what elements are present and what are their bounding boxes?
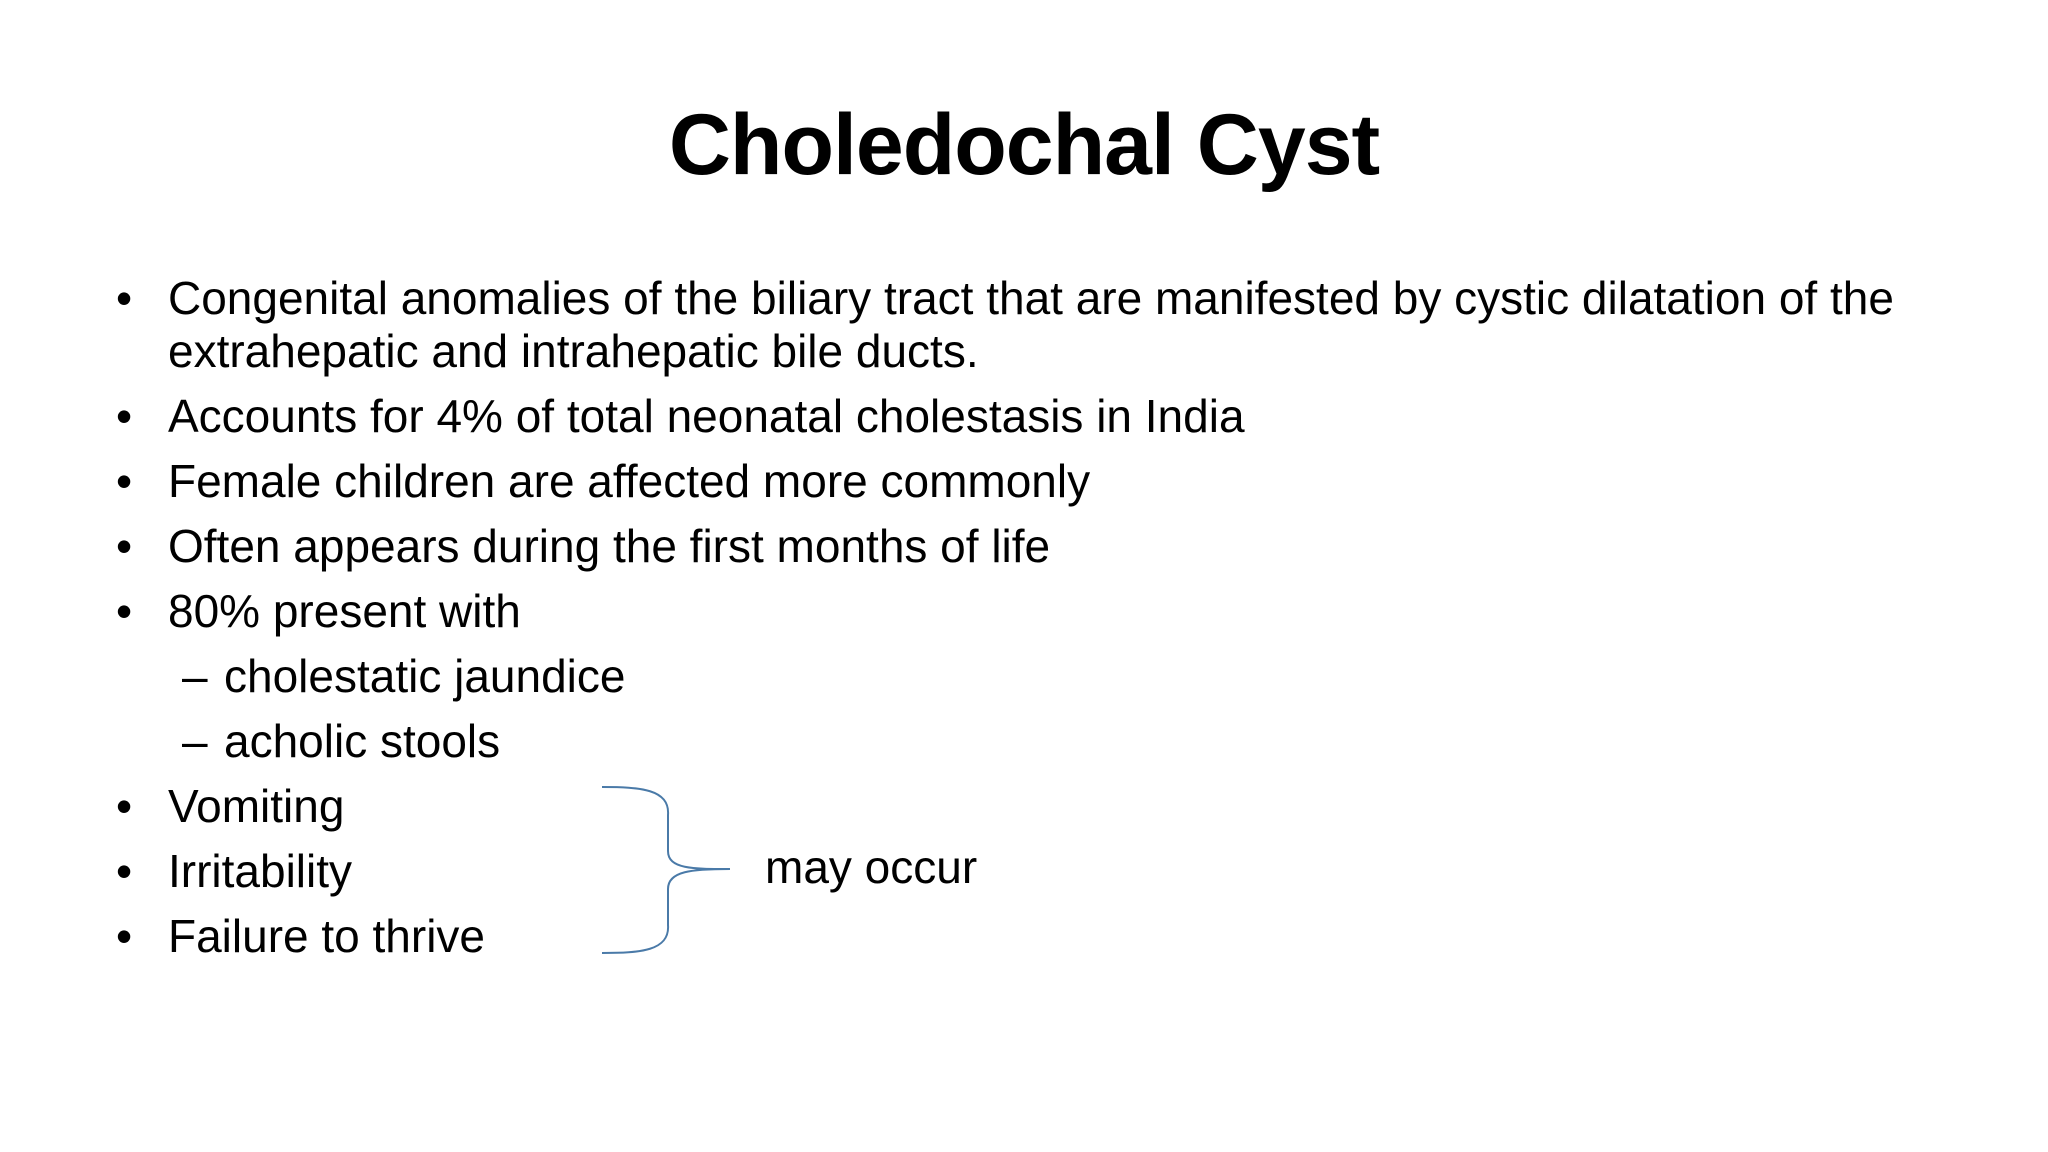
bullet-text: Irritability: [168, 845, 353, 897]
brace-path: [602, 787, 730, 953]
slide-title: Choledochal Cyst: [668, 97, 1380, 193]
bullet-dot-icon: •: [116, 272, 133, 324]
bullet-text: Female children are affected more commonly: [168, 455, 1091, 507]
bullet-dot-icon: •: [116, 455, 133, 507]
bullet-item: [110, 272, 1960, 378]
bullet-item: [110, 910, 1960, 963]
bullet-dot-icon: •: [116, 845, 133, 897]
bullet-item: [110, 780, 1960, 833]
brace-label: may occur: [765, 841, 978, 893]
dash-icon: –: [182, 715, 208, 767]
bullet-text: Often appears during the first months of life: [168, 520, 1051, 572]
bullet-dot-icon: •: [116, 585, 133, 637]
sub-bullet-item: [110, 715, 1960, 768]
sub-bullet-item: [110, 650, 1960, 703]
right-brace-icon: [600, 785, 740, 955]
bullet-item: [110, 390, 1960, 443]
bullet-dot-icon: •: [116, 390, 133, 442]
bullet-dot-icon: •: [116, 910, 133, 962]
bullet-text: 80% present with: [168, 585, 521, 637]
bullet-text: Failure to thrive: [168, 910, 486, 962]
bullet-list: [110, 272, 1960, 975]
bullet-item: [110, 845, 1960, 898]
bullet-item: [110, 455, 1960, 508]
bullet-text: Congenital anomalies of the biliary tract that are manifested by cystic dilatation of the extrahepatic and intrahepatic bile ducts.: [168, 272, 1894, 377]
bullet-dot-icon: •: [116, 780, 133, 832]
bullet-dot-icon: •: [116, 520, 133, 572]
sub-bullet-text: cholestatic jaundice: [224, 650, 626, 702]
bullet-text: Vomiting: [168, 780, 345, 832]
bullet-text: Accounts for 4% of total neonatal cholestasis in India: [168, 390, 1245, 442]
bullet-item: [110, 520, 1960, 573]
dash-icon: –: [182, 650, 208, 702]
bullet-item: [110, 585, 1960, 638]
sub-bullet-text: acholic stools: [224, 715, 501, 767]
